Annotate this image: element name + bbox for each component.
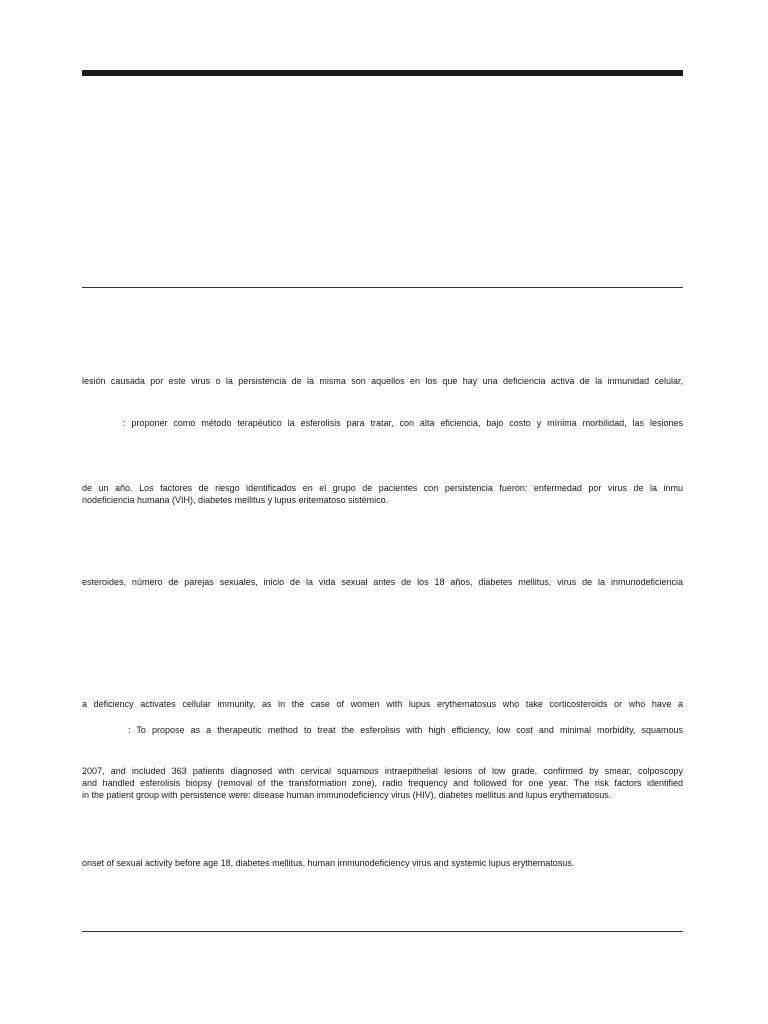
english-text-line-1: a deficiency activates cellular immunity, as in the case of women with lupus erythematosus who take corticosteroids or who have a [82, 699, 683, 709]
spanish-text-line-4: esteroides, número de parejas sexuales, inicio de la vida sexual antes de los 18 años, diabetes mellitus, virus de la inmunodeficiencia [82, 577, 683, 587]
english-objective-line: : To propose as a therapeutic method to treat the esferolisis with high efficiency, low cost and minimal morbidity, squamous [128, 725, 683, 735]
spanish-results-line-1: de un año. Los factores de riesgo identificados en el grupo de pacientes con persistencia fueron: enfermedad por virus de la inmu [82, 483, 683, 493]
spanish-objective-line: : proponer como método terapéutico la esferolisis para tratar, con alta eficiencia, bajo costo y mínima morbilidad, las lesiones [123, 418, 683, 428]
section-divider-top [82, 287, 683, 288]
english-results-block [82, 765, 683, 801]
spanish-results-line-2: nodeficiencia humana (VIH), diabetes mellitus y lupus eritematoso sistémico. [82, 495, 389, 505]
english-results-line-3: in the patient group with persistence were: disease human immunodeficiency virus (HIV), diabetes mellitus and lupus erythematosus. [82, 790, 612, 800]
spanish-text-line-1: lesión causada por este virus o la persistencia de la misma son aquellos en los que hay una deficiencia activa de la inmunidad celular, [82, 376, 683, 386]
english-results-line-2: and handled esferolisis biopsy (removal of the transformation zone), radio frequency and followed for one year. The risk factors identified [82, 778, 683, 788]
header-thick-rule [82, 70, 683, 76]
spanish-results-block [82, 482, 683, 506]
section-divider-bottom [82, 931, 683, 932]
english-results-line-1: 2007, and included 363 patients diagnosed with cervical squamous intraepithelial lesions of low grade, confirmed by smear, colposcopy [82, 766, 683, 776]
english-text-line-4: onset of sexual activity before age 18, diabetes mellitus, human immunodeficiency virus and systemic lupus erythematosus. [82, 858, 575, 868]
